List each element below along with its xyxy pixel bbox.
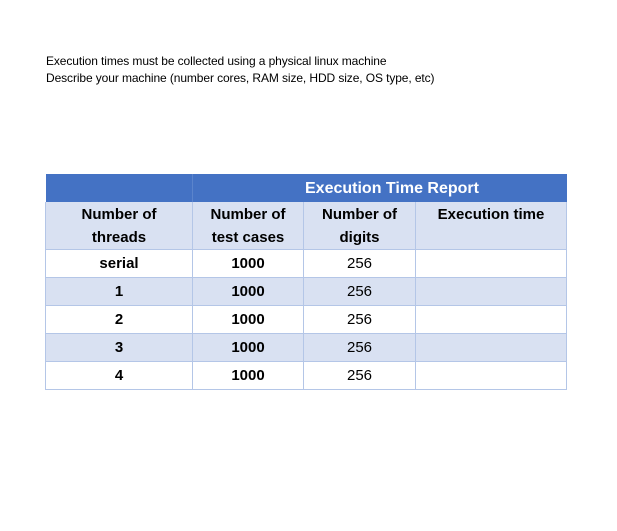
cell-digits: 256	[304, 278, 416, 306]
header-digits-line2: digits	[339, 229, 380, 246]
cell-threads: serial	[46, 250, 193, 278]
cell-digits: 256	[304, 250, 416, 278]
header-test-cases	[193, 202, 304, 250]
cell-digits: 256	[304, 362, 416, 390]
table-row	[46, 334, 567, 362]
intro-text	[46, 53, 434, 87]
intro-line-1: Execution times must be collected using a physical linux machine	[46, 54, 387, 68]
cell-execution-time[interactable]	[416, 306, 567, 334]
header-threads-line2: threads	[91, 229, 147, 246]
table-title: Execution Time Report	[193, 175, 567, 203]
cell-test-cases: 1000	[193, 334, 304, 362]
header-test-cases-line2: test cases	[211, 229, 285, 246]
cell-threads: 4	[46, 362, 193, 390]
table-row	[46, 250, 567, 278]
header-threads	[46, 202, 193, 250]
cell-test-cases: 1000	[193, 250, 304, 278]
intro-line-2: Describe your machine (number cores, RAM size, HDD size, OS type, etc)	[46, 71, 435, 85]
table-row	[46, 306, 567, 334]
cell-threads: 1	[46, 278, 193, 306]
title-spacer-cell	[46, 175, 193, 203]
header-digits	[304, 202, 416, 250]
cell-digits: 256	[304, 306, 416, 334]
cell-threads: 2	[46, 306, 193, 334]
header-test-cases-line1: Number of	[210, 206, 286, 223]
execution-time-report-table	[45, 174, 567, 390]
table-row	[46, 362, 567, 390]
cell-execution-time[interactable]	[416, 362, 567, 390]
cell-threads: 3	[46, 334, 193, 362]
cell-execution-time[interactable]	[416, 278, 567, 306]
header-execution-time-label: Execution time	[437, 206, 545, 223]
cell-test-cases: 1000	[193, 306, 304, 334]
table-header-row	[46, 202, 567, 250]
table-title-row	[46, 175, 567, 203]
cell-test-cases: 1000	[193, 278, 304, 306]
cell-execution-time[interactable]	[416, 250, 567, 278]
header-digits-line1: Number of	[322, 206, 397, 223]
cell-digits: 256	[304, 334, 416, 362]
cell-execution-time[interactable]	[416, 334, 567, 362]
table-row	[46, 278, 567, 306]
header-execution-time	[416, 202, 567, 250]
cell-test-cases: 1000	[193, 362, 304, 390]
header-threads-line1: Number of	[81, 206, 157, 223]
